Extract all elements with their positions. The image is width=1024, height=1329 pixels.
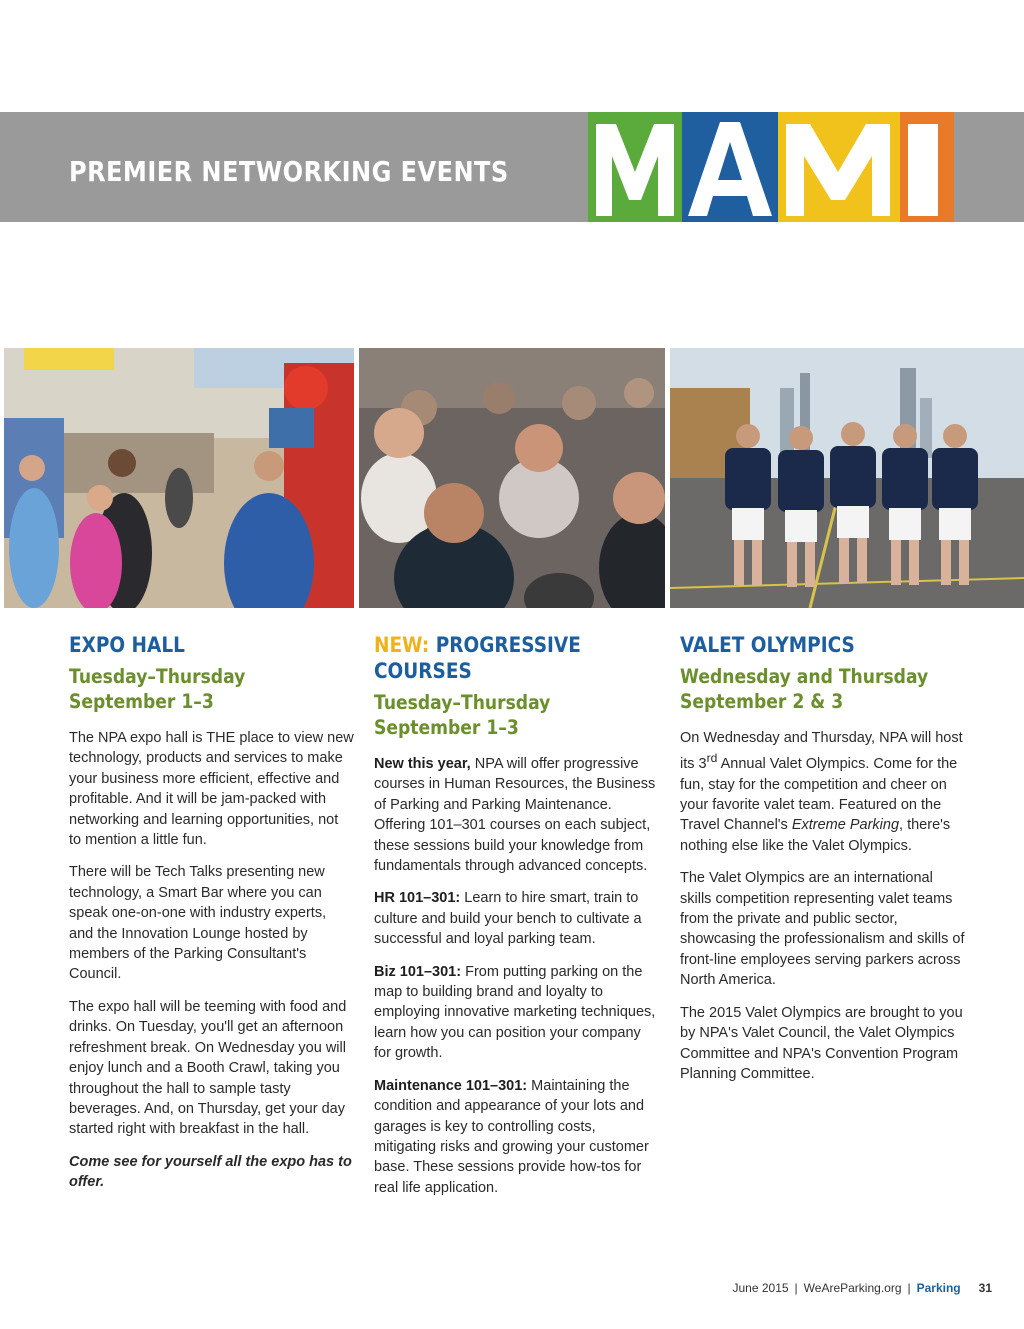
valet-olympics-dates: [680, 664, 931, 714]
expo-hall-dates: [69, 664, 320, 714]
valet-paragraph: The Valet Olympics are an international skills competition representing valet teams from the private and public sector, showcasing the professionalism and skills of front-line employees serving parkers across North America.: [680, 870, 965, 989]
expo-hall-closing: Come see for yourself all the expo has to offer.: [69, 1153, 352, 1191]
hr-course-lead: HR 101–301:: [374, 890, 461, 907]
valet-p1-sup: rd: [706, 751, 718, 766]
valet-p1-a: On Wednesday and Thursday, NPA will host its 3: [680, 730, 963, 773]
extreme-parking-title: Extreme Parking: [791, 817, 900, 834]
progressive-courses-photo: [359, 348, 665, 608]
new-label: NEW:: [374, 633, 430, 657]
valet-p1-c: , there's nothing else like the Valet Olympics.: [680, 817, 951, 854]
valet-date-days: Wednesday and Thursday: [680, 665, 929, 688]
maintenance-course-lead: Maintenance 101–301:: [374, 1077, 528, 1094]
courses-intro: [374, 754, 659, 876]
expo-hall-title: EXPO HALL: [69, 633, 185, 657]
footer-site: WeAreParking.org: [803, 1281, 902, 1295]
expo-hall-paragraph: The NPA expo hall is THE place to view new technology, products and services to make your business more efficient, effective and profitable. And it will be jam-packed with networking and learning opportunities, not to mention a little fun.: [69, 730, 354, 849]
valet-p1-b: Annual Valet Olympics. Come for the fun, stay for the competition and cheer on your favorite valet team. Featured on the Travel Channel's: [680, 756, 958, 834]
page-title: PREMIER NETWORKING EVENTS: [69, 155, 509, 188]
page-number: 31: [978, 1281, 992, 1295]
expo-hall-date-range: September 1–3: [69, 690, 214, 713]
courses-dates: [374, 690, 625, 740]
biz-course-text: From putting parking on the map to building brand and loyalty to employing innovative marketing techniques, learn how you can position your company for growth.: [374, 963, 656, 1062]
expo-hall-section: [69, 632, 354, 1205]
courses-intro-text: NPA will offer progressive courses in Human Resources, the Business of Parking and Parking Maintenance. Offering 101–301 courses on each subject, these sessions build your knowledge from fundamentals through advanced concepts.: [374, 756, 656, 875]
maintenance-course-text: Maintaining the condition and appearance of your lots and garages is key to controlling costs, mitigating risks and growing your customer base. These sessions provide how-tos for real life application.: [374, 1077, 649, 1196]
valet-date-range: September 2 & 3: [680, 690, 844, 713]
valet-olympics-section: [680, 632, 965, 1096]
valet-paragraph: [680, 728, 965, 856]
hr-course-text: Learn to hire smart, train to culture and build your bench to cultivate a successful and loyal parking team.: [374, 890, 642, 948]
expo-hall-photo: [4, 348, 354, 608]
footer-publication: Parking: [916, 1281, 961, 1295]
footer-separator: |: [907, 1281, 911, 1295]
hr-course: [374, 888, 659, 949]
expo-hall-paragraph: There will be Tech Talks presenting new technology, a Smart Bar where you can speak one-on-one with industry experts, and the Innovation Lounge hosted by members of the Parking Consultant's Council.: [69, 864, 327, 983]
footer-date: June 2015: [732, 1281, 789, 1295]
page-footer: [732, 1281, 992, 1295]
valet-paragraph: The 2015 Valet Olympics are brought to you by NPA's Valet Council, the Valet Olympics Committee and NPA's Convention Program Planning Committee.: [680, 1004, 963, 1082]
valet-olympics-title: VALET OLYMPICS: [680, 633, 855, 657]
courses-date-range: September 1–3: [374, 716, 519, 739]
mami-logo: [588, 112, 954, 222]
courses-date-days: Tuesday–Thursday: [374, 691, 551, 714]
progressive-courses-section: [374, 632, 659, 1210]
maintenance-course: [374, 1076, 659, 1198]
footer-separator: |: [794, 1281, 798, 1295]
expo-hall-date-days: Tuesday–Thursday: [69, 665, 246, 688]
courses-title: [374, 632, 603, 684]
courses-title-text: PROGRESSIVE COURSES: [374, 633, 581, 683]
biz-course-lead: Biz 101–301:: [374, 963, 462, 980]
valet-olympics-photo: [670, 348, 1024, 608]
courses-intro-lead: New this year,: [374, 756, 471, 772]
expo-hall-paragraph: The expo hall will be teeming with food and drinks. On Tuesday, you'll get an afternoon refreshment break. On Wednesday you will enjoy lunch and a Booth Crawl, taking you throughout the hall to sample tasty beverages. And, on Thursday, get your day started right with breakfast in the hall.: [69, 998, 347, 1138]
biz-course: [374, 962, 659, 1064]
